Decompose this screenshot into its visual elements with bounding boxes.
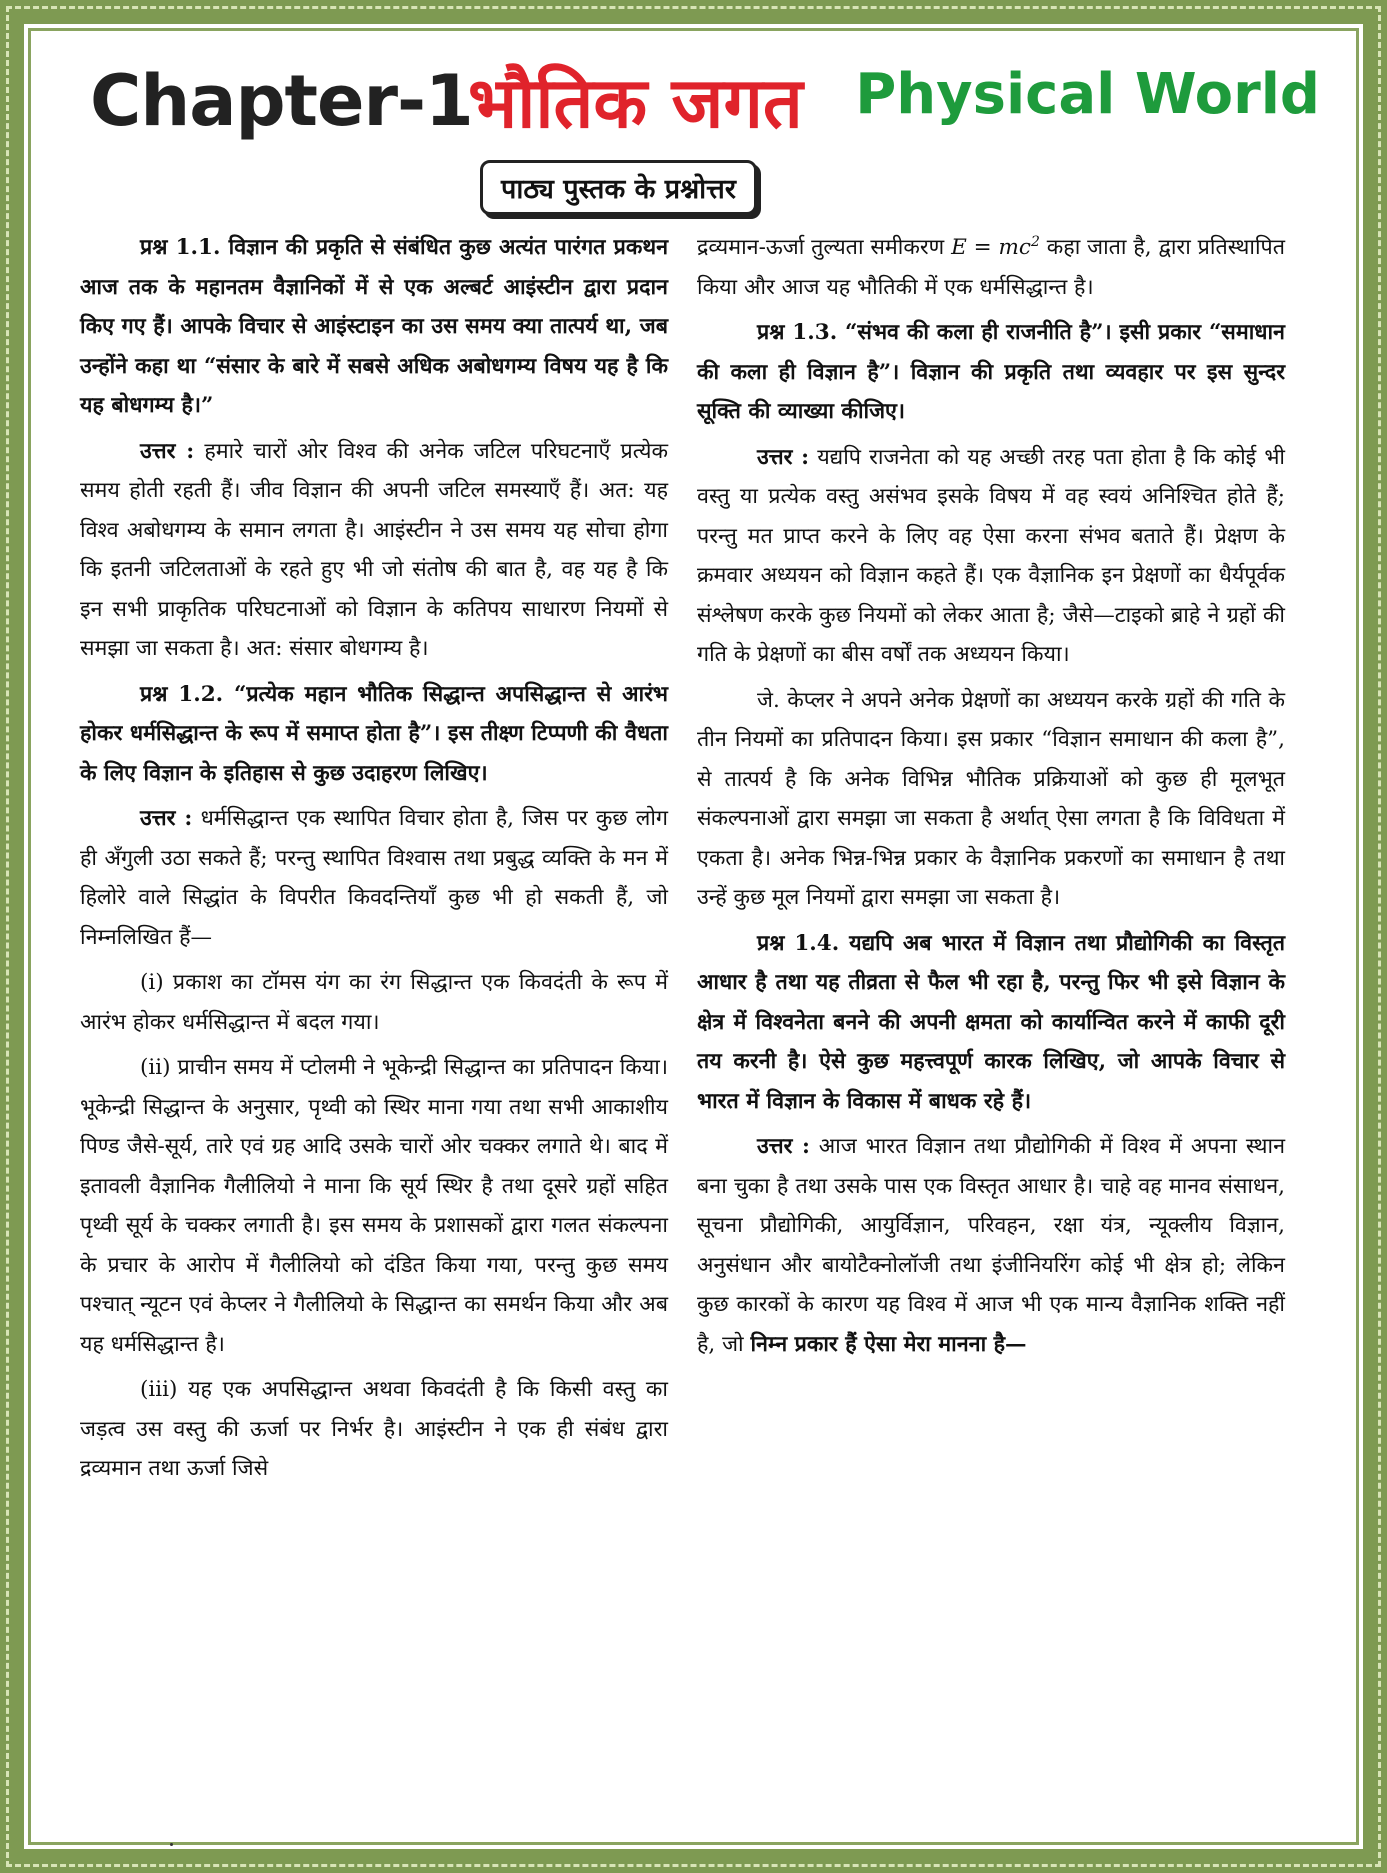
point-ii: (ii) प्राचीन समय में प्टोलमी ने भूकेन्द्री सिद्धान्त का प्रतिपादन किया। भूकेन्द्री सिद्धान्त के अनुसार, पृथ्वी को स्थिर माना गया तथा सभी आकाशीय पिण्ड जैसे-सूर्य, तारे एवं ग्रह आदि उसके चारों ओर चक्कर लगाते थे। बाद में इतावली वैज्ञानिक गैलीलियो ने माना कि सूर्य स्थिर है तथा दूसरे ग्रहों सहित पृथ्वी सूर्य के चक्कर लगाती है। इस समय के प्रशासकों द्वारा गलत संकल्पना के प्रचार के आरोप में गैलीलियो को दंडित किया गया, परन्तु कुछ समय पश्चात् न्यूटन एवं केप्लर ने गैलीलियो के सिद्धान्त का समर्थन किया और अब यह धर्मसिद्धान्त है।	[80, 1055, 668, 1357]
chapter-header	[80, 52, 1320, 147]
answer-label: उत्तर :	[757, 444, 810, 470]
chapter-number: Chapter-1	[90, 60, 473, 142]
continuation-text: द्रव्यमान-ऊर्जा तुल्यता समीकरण	[697, 235, 945, 260]
right-column	[697, 228, 1285, 1370]
answer-1-4	[697, 1127, 1285, 1364]
section-subtitle: पाठ्य पुस्तक के प्रश्नोत्तर	[480, 160, 757, 215]
answer-text: आज भारत विज्ञान तथा प्रौद्योगिकी में विश्व में अपना स्थान बना चुका है तथा उसके पास एक विस्तृत आधार है। चाहे वह मानव संसाधन, सूचना प्रौद्योगिकी, आयुर्विज्ञान, परिवहन, रक्षा यंत्र, न्यूक्लीय विज्ञान, अनुसंधान और बायोटैक्नोलॉजी तथा इंजीनियरिंग कोई भी क्षेत्र हो; लेकिन कुछ कारकों के कारण यह विश्व में आज भी एक मान्य वैज्ञानिक शक्ति नहीं है, जो	[697, 1134, 1286, 1357]
answer-text-bold: निम्न प्रकार हैं ऐसा मेरा मानना है—	[750, 1331, 1027, 1357]
equation-exponent: 2	[1030, 233, 1040, 250]
answer-text: हमारे चारों ओर विश्व की अनेक जटिल परिघटनाएँ प्रत्येक समय होती रहती हैं। जीव विज्ञान की अपनी जटिल समस्याएँ हैं। अत: यह विश्व अबोधगम्य के समान लगता है। आइंस्टीन ने उस समय यह सोचा होगा कि इतनी जटिलताओं के रहते हुए भी जो संतोष की बात है, वह यह है कि इन सभी प्राकृतिक परिघटनाओं को विज्ञान के कतिपय साधारण नियमों से समझा जा सकता है। अत: संसार बोधगम्य है।	[80, 438, 668, 661]
answer-text: धर्मसिद्धान्त एक स्थापित विचार होता है, जिस पर कुछ लोग ही अँगुली उठा सकते हैं; परन्तु स्थापित विश्वास तथा प्रबुद्ध व्यक्ति के मन में हिलोरे वाले सिद्धांत के विपरीत किवदन्तियाँ कुछ भी हो सकती हैं, जो निम्नलिखित हैं—	[80, 806, 668, 950]
continuation-paragraph	[697, 228, 1285, 307]
answer-label: उत्तर :	[140, 806, 193, 831]
continuation-text: कहा जाता है, द्वारा प्रतिस्थापित किया और आज यह भौतिकी में एक धर्मसिद्धान्त है।	[697, 235, 1285, 300]
answer-1-2	[80, 799, 668, 957]
question-1-2: प्रश्न 1.2. “प्रत्येक महान भौतिक सिद्धान्त अपसिद्धान्त से आरंभ होकर धर्मसिद्धान्त के रूप में समाप्त होता है”। इस तीक्ष्ण टिप्पणी की वैधता के लिए विज्ञान के इतिहास से कुछ उदाहरण लिखिए।	[80, 681, 668, 786]
point-i: (i) प्रकाश का टॉमस यंग का रंग सिद्धान्त एक किवदंती के रूप में आरंभ होकर धर्मसिद्धान्त में बदल गया।	[80, 970, 668, 1035]
question-1-4: प्रश्न 1.4. यद्यपि अब भारत में विज्ञान तथा प्रौद्योगिकी का विस्तृत आधार है तथा यह तीव्रता से फैल भी रहा है, परन्तु फिर भी इसे विज्ञान के क्षेत्र में विश्वनेता बनने की अपनी क्षमता को कार्यान्वित करने में काफी दूरी तय करनी है। ऐसे कुछ महत्त्वपूर्ण कारक लिखिए, जो आपके विचार से भारत में विज्ञान के विकास में बाधक रहे हैं।	[697, 930, 1285, 1114]
left-column	[80, 228, 668, 1495]
equation	[951, 235, 1040, 260]
question-1-3: प्रश्न 1.3. “संभव की कला ही राजनीति है”। इसी प्रकार “समाधान की कला ही विज्ञान है”। विज्ञान की प्रकृति तथा व्यवहार पर इस सुन्दर सूक्ति की व्याख्या कीजिए।	[697, 320, 1285, 424]
answer-label: उत्तर :	[140, 438, 195, 464]
equation-text: E = mc	[951, 235, 1031, 260]
chapter-title-hindi: भौतिक जगत	[468, 62, 803, 144]
question-1-1: प्रश्न 1.1. विज्ञान की प्रकृति से संबंधित कुछ अत्यंत पारंगत प्रकथन आज तक के महानतम वैज्ञानिकों में से एक अल्बर्ट आइंस्टीन द्वारा प्रदान किए गए हैं। आपके विचार से आइंस्टाइन का उस समय क्या तात्पर्य था, जब उन्होंने कहा था “संसार के बारे में सबसे अधिक अबोधगम्य विषय यह है कि यह बोधगम्य है।”	[80, 235, 668, 418]
answer-label: उत्तर :	[757, 1134, 810, 1159]
point-iii: (iii) यह एक अपसिद्धान्त अथवा किवदंती है कि किसी वस्तु का जड़त्व उस वस्तु की ऊर्जा पर निर्भर है। आइंस्टीन ने एक ही संबंध द्वारा द्रव्यमान तथा ऊर्जा जिसे	[80, 1377, 668, 1481]
answer-1-1	[80, 432, 668, 669]
chapter-title-english: Physical World	[855, 62, 1320, 127]
answer-1-3	[697, 438, 1285, 675]
kepler-paragraph: जे. केप्लर ने अपने अनेक प्रेक्षणों का अध्ययन करके ग्रहों की गति के तीन नियमों का प्रतिपादन किया। इस प्रकार “विज्ञान समाधान की कला है”, से तात्पर्य है कि अनेक विभिन्न भौतिक प्रक्रियाओं को कुछ ही मूलभूत संकल्पनाओं द्वारा समझा जा सकता है अर्थात् ऐसा लगता है कि विविधता में एकता है। अनेक भिन्न-भिन्न प्रकार के वैज्ञानिक प्रकरणों का समाधान है तथा उन्हें कुछ मूल नियमों द्वारा समझा जा सकता है।	[697, 687, 1285, 910]
answer-text: यद्यपि राजनेता को यह अच्छी तरह पता होता है कि कोई भी वस्तु या प्रत्येक वस्तु असंभव इसके विषय में वह स्वयं अनिश्चित होते हैं; परन्तु मत प्राप्त करने के लिए वह ऐसा करना संभव बताते हैं। प्रेक्षण के क्रमवार अध्ययन को विज्ञान कहते हैं। एक वैज्ञानिक इन प्रेक्षणों का धैर्यपूर्वक संश्लेषण करके कुछ नियमों को लेकर आता है; जैसे—टाइको ब्राहे ने ग्रहों की गति के प्रेक्षणों का बीस वर्षों तक अध्ययन किया।	[697, 444, 1286, 667]
page-mark	[170, 1843, 173, 1846]
